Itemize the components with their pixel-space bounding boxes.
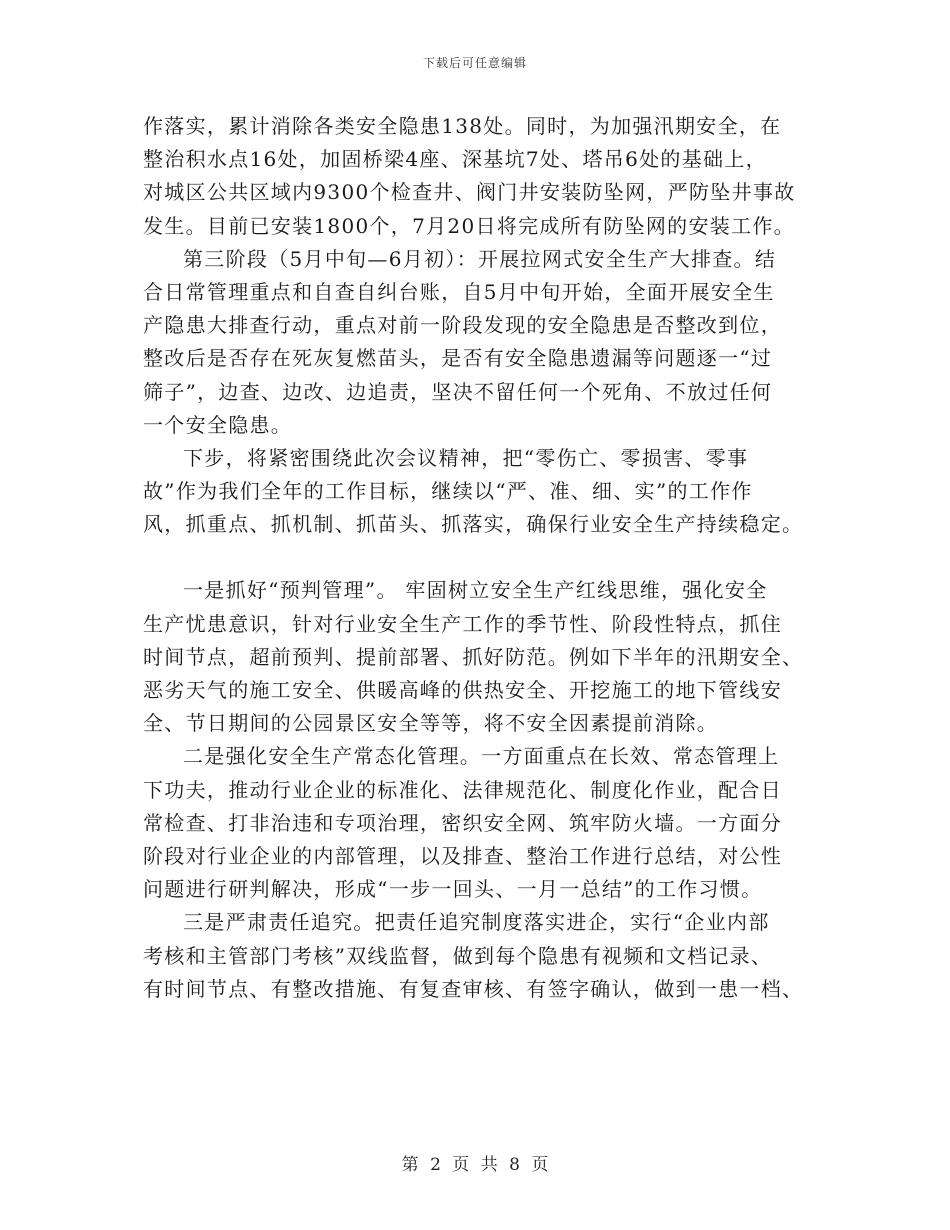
text-line: 合日常管理重点和自查自纠台账，自5月中旬开始，全面开展安全生 (143, 279, 775, 304)
text-line: 风，抓重点、抓机制、抓苗头、抓落实，确保行业安全生产持续稳定。 (143, 512, 804, 537)
paragraph-gap (143, 541, 807, 574)
text-line: 生产忧患意识，针对行业安全生产工作的季节性、阶段性特点，抓住 (143, 611, 782, 636)
paragraph-point-two (143, 740, 807, 906)
text-line: 三是严肃责任追究。把责任追究制度落实进企，实行“企业内部 (183, 910, 770, 935)
text-line: 时间节点，超前预判、提前部署、抓好防范。例如下半年的汛期安全、 (143, 644, 804, 669)
text-line: 下步，将紧密围绕此次会议精神，把“零伤亡、零损害、零事 (183, 445, 749, 470)
text-line: 恶劣天气的施工安全、供暖高峰的供热安全、开挖施工的地下管线安 (143, 678, 782, 702)
paragraph-point-one (143, 574, 807, 740)
paragraph-point-three (143, 906, 807, 1006)
text-line: 故”作为我们全年的工作目标，继续以“严、准、细、实”的工作作 (143, 479, 753, 504)
paragraph-continued (143, 110, 807, 243)
page-number-footer: 第 2 页 共 8 页 (401, 1155, 549, 1175)
text-line: 全、节日期间的公园景区安全等等，将不安全因素提前消除。 (143, 711, 719, 736)
text-line: 发生。目前已安装1800个，7月20日将完成所有防坠网的安装工作。 (143, 213, 795, 238)
page-header: 下载后可任意编辑 (422, 56, 527, 70)
text-line: 筛子”，边查、边改、边追责，坚决不留任何一个死角、不放过任何 (143, 379, 773, 404)
text-line: 产隐患大排查行动，重点对前一阶段发现的安全隐患是否整改到位， (143, 313, 782, 338)
text-line: 整治积水点16处，加固桥梁4座、深基坑7处、塔吊6处的基础上， (143, 147, 767, 172)
paragraph-next-steps (143, 442, 807, 542)
text-line: 有时间节点、有整改措施、有复查审核、有签字确认，做到一患一档、 (143, 976, 804, 1001)
text-line: 考核和主管部门考核”双线监督，做到每个隐患有视频和文档记录、 (143, 943, 773, 968)
text-line: 作落实，累计消除各类安全隐患138处。同时，为加强汛期安全，在 (143, 114, 782, 138)
paragraph-stage-three (143, 243, 807, 442)
text-line: 常检查、打非治违和专项治理，密织安全网、筑牢防火墙。一方面分 (143, 810, 782, 835)
text-line: 阶段对行业企业的内部管理，以及排查、整治工作进行总结，对公性 (143, 843, 782, 868)
text-line: 第三阶段（5月中旬—6月初）：开展拉网式安全生产大排查。结 (183, 246, 777, 271)
text-line: 整改后是否存在死灰复燃苗头，是否有安全隐患遗漏等问题逐一“过 (143, 346, 773, 371)
text-line: 问题进行研判解决，形成“一步一回头、一月一总结”的工作习惯。 (143, 877, 763, 902)
text-line: 一个安全隐患。 (143, 412, 293, 437)
text-line: 二是强化安全生产常态化管理。一方面重点在长效、常态管理上 (183, 744, 780, 769)
document-body (143, 110, 807, 1006)
text-line: 一是抓好“预判管理”。 牢固树立安全生产红线思维，强化安全 (183, 578, 768, 603)
text-line: 对城区公共区域内9300个检查井、阀门井安装防坠网，严防坠井事故 (143, 180, 796, 205)
text-line: 下功夫，推动行业企业的标准化、法律规范化、制度化作业，配合日 (143, 777, 782, 802)
